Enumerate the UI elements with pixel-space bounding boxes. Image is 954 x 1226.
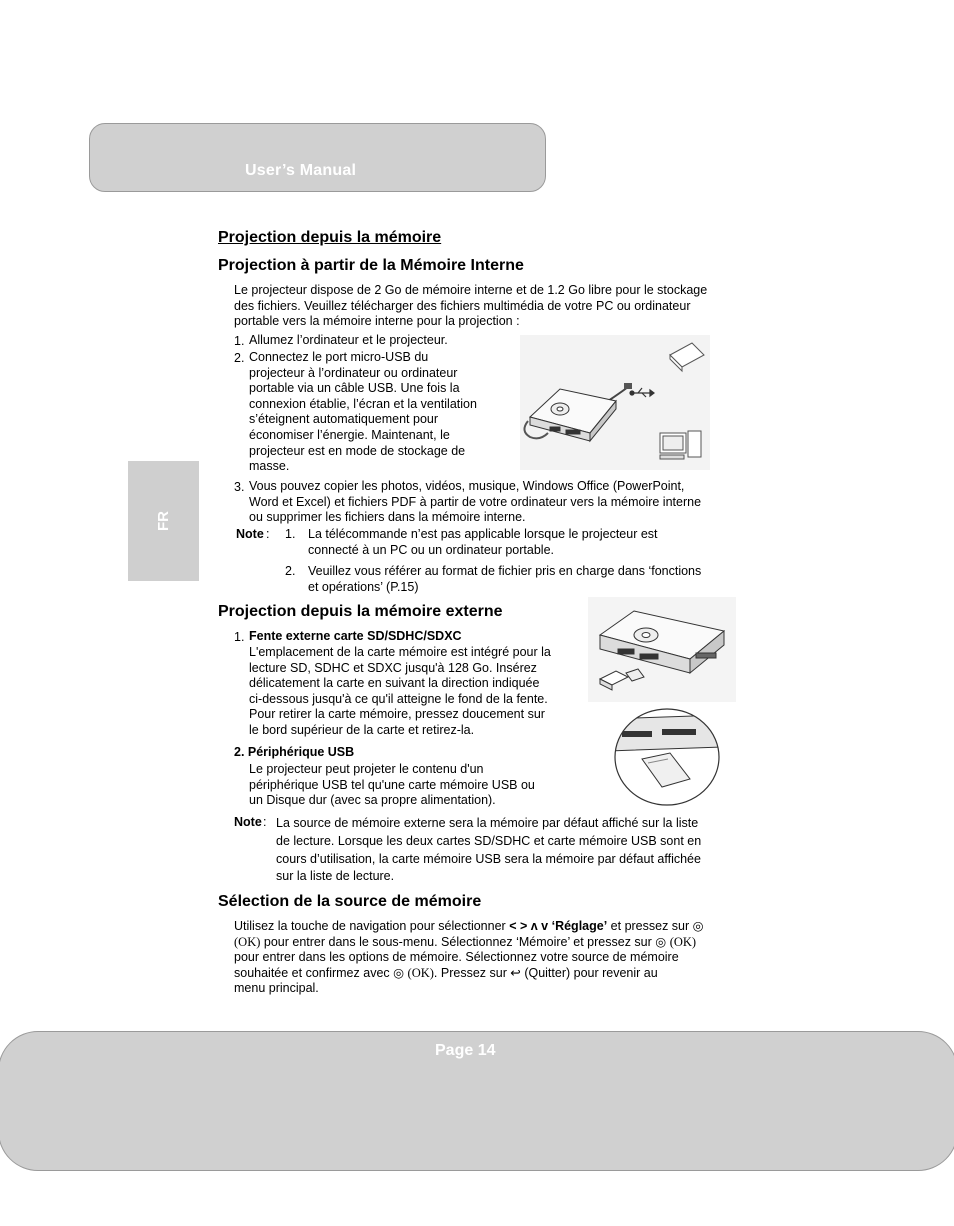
note-label: Note [236,527,264,541]
internal-intro: Le projecteur dispose de 2 Go de mémoire interne et de 1.2 Go libre pour le stockage des fichiers. Veuillez télécharger des fichiers multimédia de votre PC ou ordinateur portable vers la mémoire interne pour la projection : [234,283,708,329]
external-memory-heading: Projection depuis la mémoire externe [218,603,503,620]
note-1-number: 1. [285,527,296,541]
page-number: Page 14 [435,1042,496,1059]
external-note-label: Note [234,815,262,829]
note-colon: : [266,527,270,541]
internal-memory-heading: Projection à partir de la Mémoire Interne [218,257,524,274]
external-item-1-number: 1. [234,630,245,644]
note-1-text: La télécommande n’est pas applicable lorsque le projecteur est connecté à un PC ou un ordinateur portable. [308,527,658,557]
header-tab [89,123,546,192]
return-icon: ↩ [510,965,521,980]
sd-slot-heading: Fente externe carte SD/SDHC/SDXC [249,629,462,643]
usb-device-text: Le projecteur peut projeter le contenu d'un périphérique USB tel qu'une carte mémoire USB ou un Disque dur (avec sa propre alimentation). [249,762,535,808]
step-1-text: Allumez l’ordinateur et le projecteur. [249,333,448,347]
projector-card-illustration [588,597,736,702]
sd-slot-text: L'emplacement de la carte mémoire est intégré pour la lecture SD, SDHC et SDXC jusqu'à 128 Go. Insérez délicatement la carte en suivant la direction indiquée ci-dessous jusqu'à ce qu'il atteigne le fond de la fente. Pour retirer la carte mémoire, pressez doucement sur le bord supérieur de la carte et retirez-la. [249,645,551,737]
external-note-colon: : [263,815,267,829]
page-footer [0,1031,954,1171]
desktop-icon [660,431,701,459]
step-2-text: Connectez le port micro-USB du projecteur à l’ordinateur ou ordinateur portable via un câble USB. Une fois la connexion établie, l’écran et la ventilation s’éteignent automatiquement pour économiser l’énergie. Maintenant, le projecteur est en mode de stockage de masse. [249,350,477,474]
usb-device-heading: 2. Périphérique USB [234,745,355,759]
note-2-text: Veuillez vous référer au format de fichier pris en charge dans ‘fonctions et opérations’ (P.15) [308,564,702,594]
note-2-number: 2. [285,564,296,578]
ok-button-icon: ◎ [393,965,405,980]
external-note-text: La source de mémoire externe sera la mémoire par défaut affiché sur la liste de lecture. Lorsque les deux cartes SD/SDHC et carte mémoire USB sont en cours d’utilisation, la carte mémoire USB sera la mémoire par défaut affichée sur la liste de lecture. [276,816,702,884]
card-slot-zoom-illustration [612,707,722,807]
memory-source-heading: Sélection de la source de mémoire [218,893,482,910]
projector-usb-illustration [520,335,710,470]
manual-title: User’s Manual [245,162,357,179]
memory-source-text: Utilisez la touche de navigation pour sélectionner < > ʌ v ‘Réglage’ et pressez sur ◎ (OK) pour entrer dans le sous-menu. Sélectionnez ‘Mémoire’ et pressez sur ◎ (OK) pour entrer dans les options de mémoire. Sélectionnez votre source de mémoire souhaitée et confirmez avec ◎ (OK). Pressez sur ↩ (Quitter) pour revenir au menu principal. [234,919,704,996]
step-3-text: Vous pouvez copier les photos, vidéos, musique, Windows Office (PowerPoint, Word et Excel) et fichiers PDF à partir de votre ordinateur vers la mémoire interne ou supprimer les fichiers dans la mémoire interne. [249,479,702,525]
step-1-number: 1. [234,334,245,348]
navigation-arrows-icon: < > ʌ v [509,919,549,933]
ok-button-icon: ◎ [692,919,704,933]
ok-button-icon: ◎ [655,934,667,949]
language-tab [128,461,199,581]
language-label: FR [155,511,172,531]
section-title: Projection depuis la mémoire [218,229,442,246]
step-2-number: 2. [234,351,245,365]
step-3-number: 3. [234,480,245,494]
